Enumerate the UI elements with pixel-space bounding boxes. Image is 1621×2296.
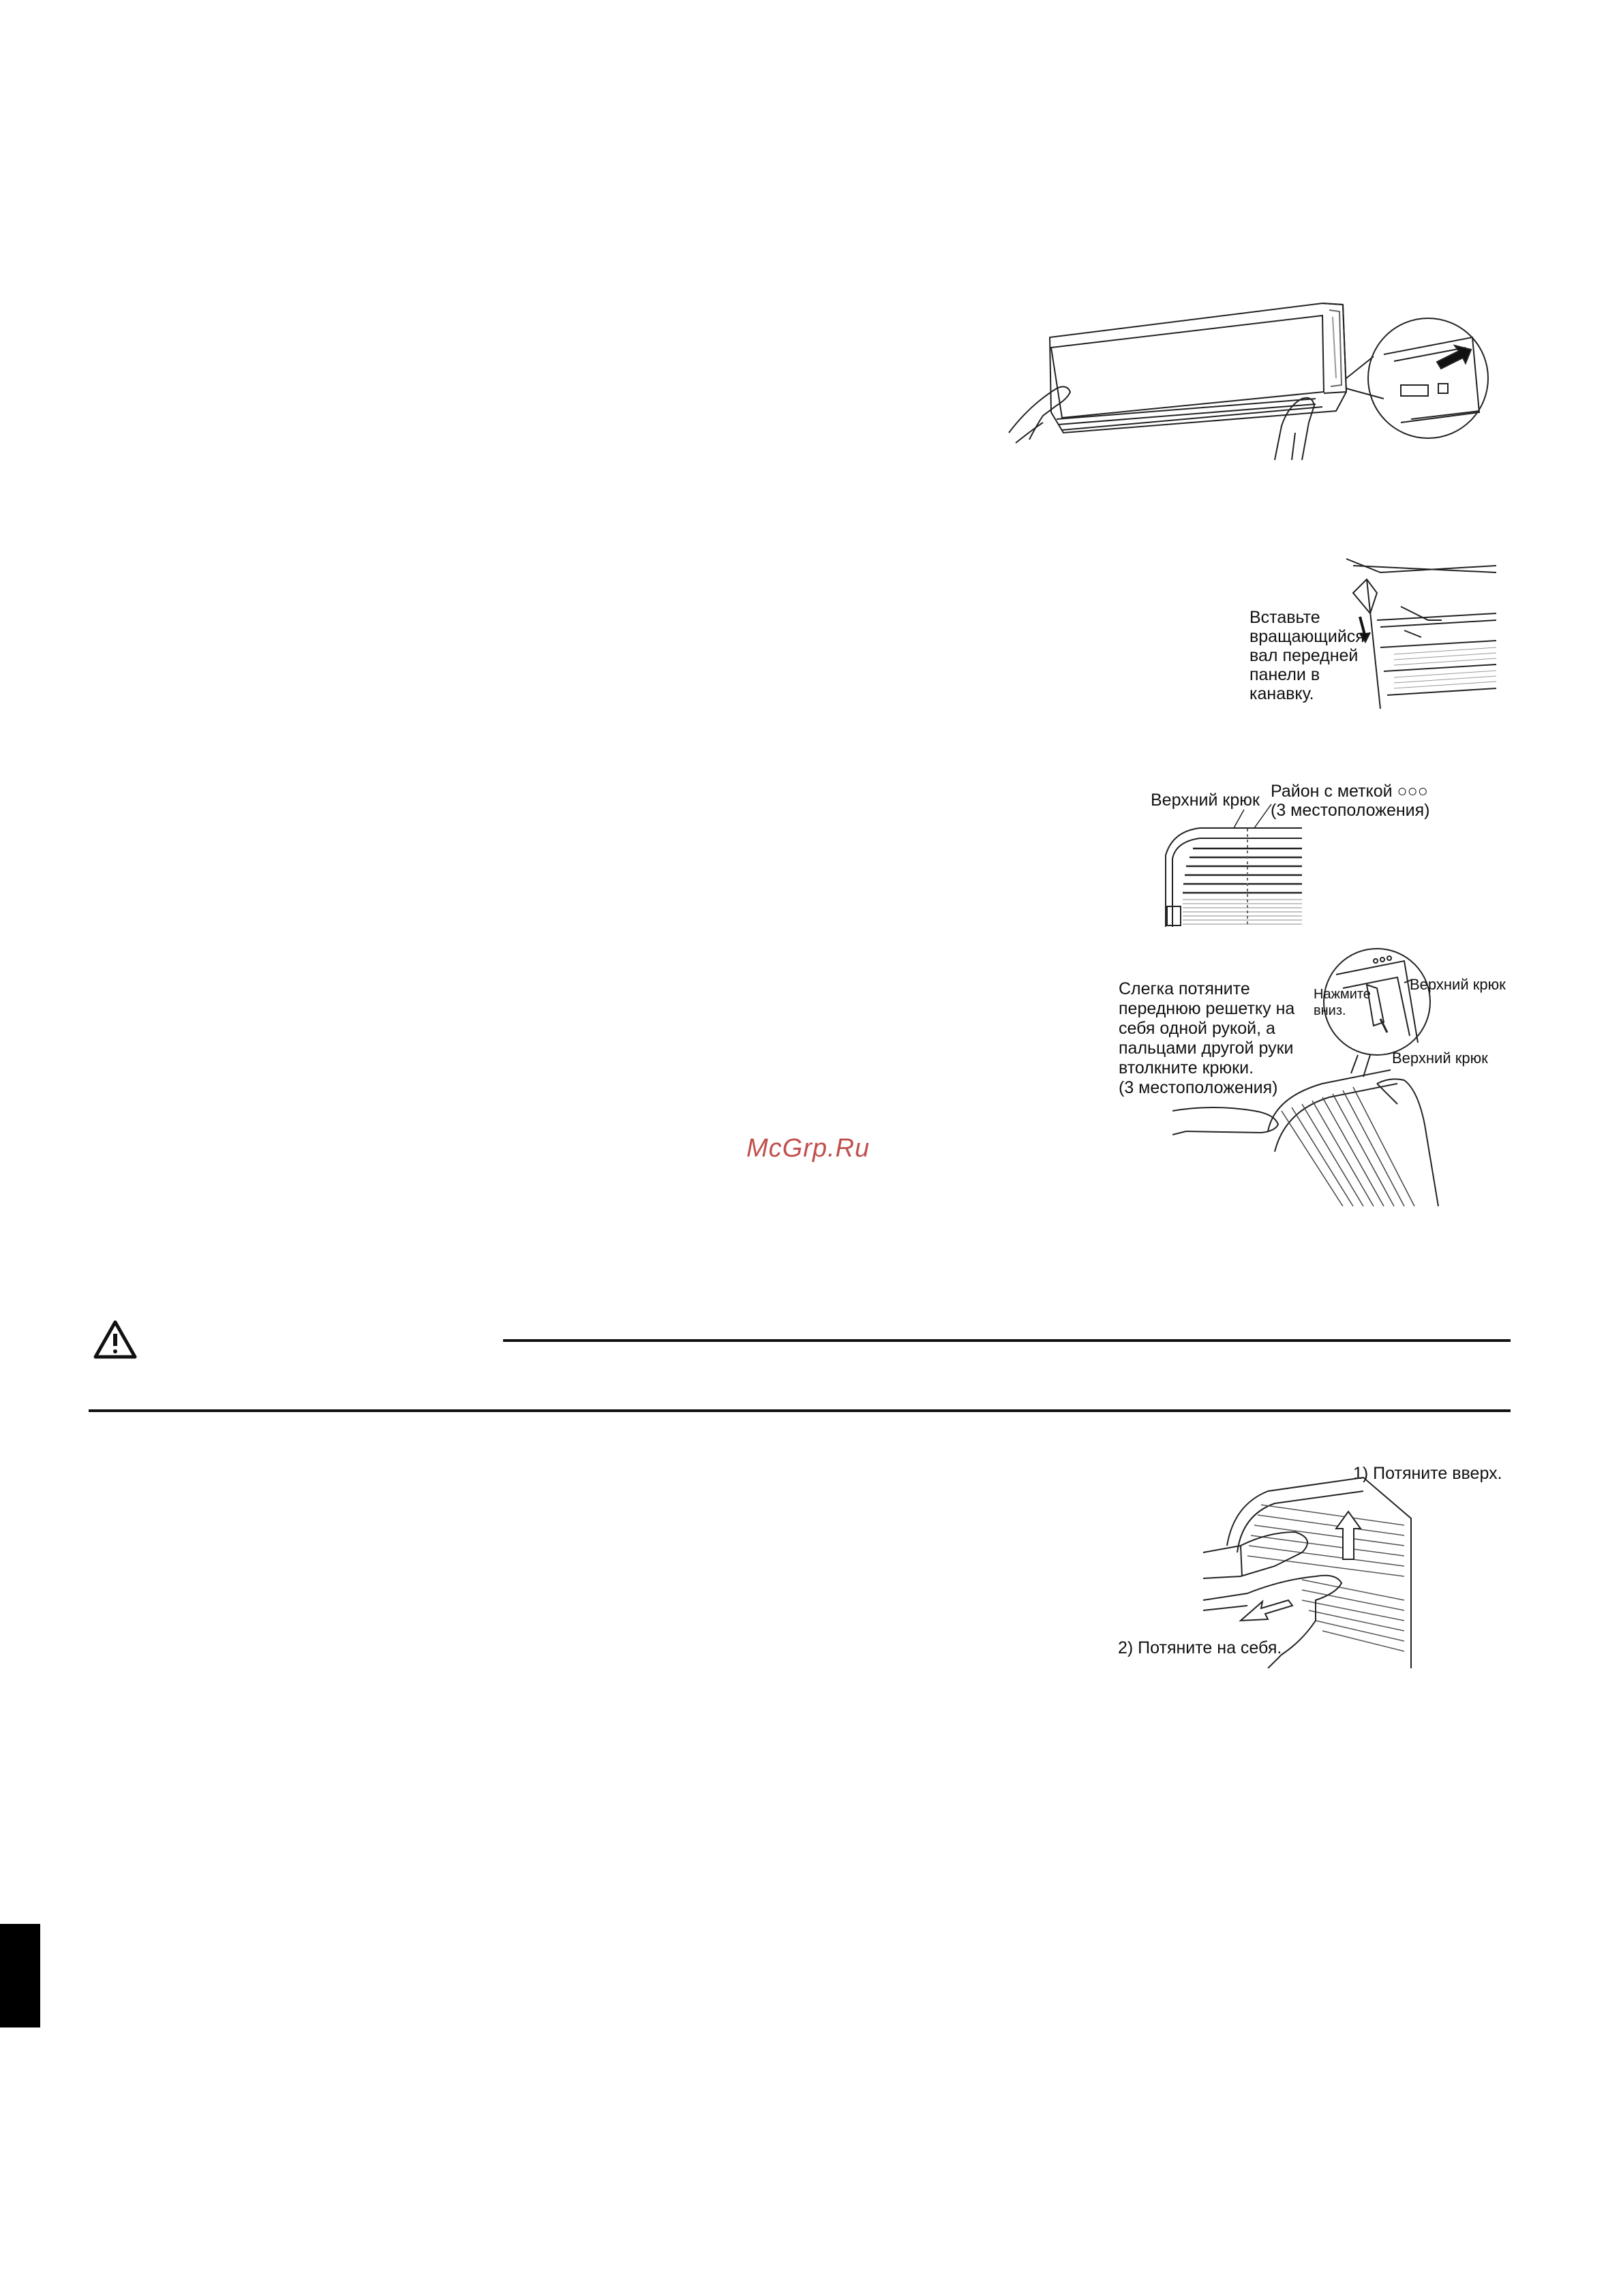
watermark: McGrp.Ru [746,1134,870,1163]
filter-removal-figure [1200,1464,1418,1668]
filter-step1-label: 1) Потяните вверх. [1353,1464,1502,1483]
upper-hook-label-2: Верхний крюк [1392,1050,1488,1067]
front-panel-install-figure [1002,296,1493,460]
press-down-label: Нажмите вниз. [1314,987,1371,1018]
arrow-icon [1437,346,1471,369]
upper-hook-label: Верхний крюк [1151,791,1260,810]
grille-hooks-figure [1152,791,1302,927]
caution-top-rule [503,1339,1511,1342]
upper-hook-label-1: Верхний крюк [1410,976,1506,993]
caution-bottom-rule [89,1409,1511,1412]
grille-push-instruction: Слегка потяните переднюю решетку на себя одной рукой, а пальцами другой руки втолкните крюки. (3 местоположения) [1119,979,1295,1097]
side-tab [0,1924,40,2027]
warning-triangle-icon [93,1319,138,1360]
rotary-shaft-label: Вставьте вращающийся вал передней панели в канавку. [1249,608,1365,703]
marked-area-label: Район с меткой ○○○ (3 местоположения) [1271,782,1430,820]
filter-step2-label: 2) Потяните на себя. [1118,1638,1282,1657]
